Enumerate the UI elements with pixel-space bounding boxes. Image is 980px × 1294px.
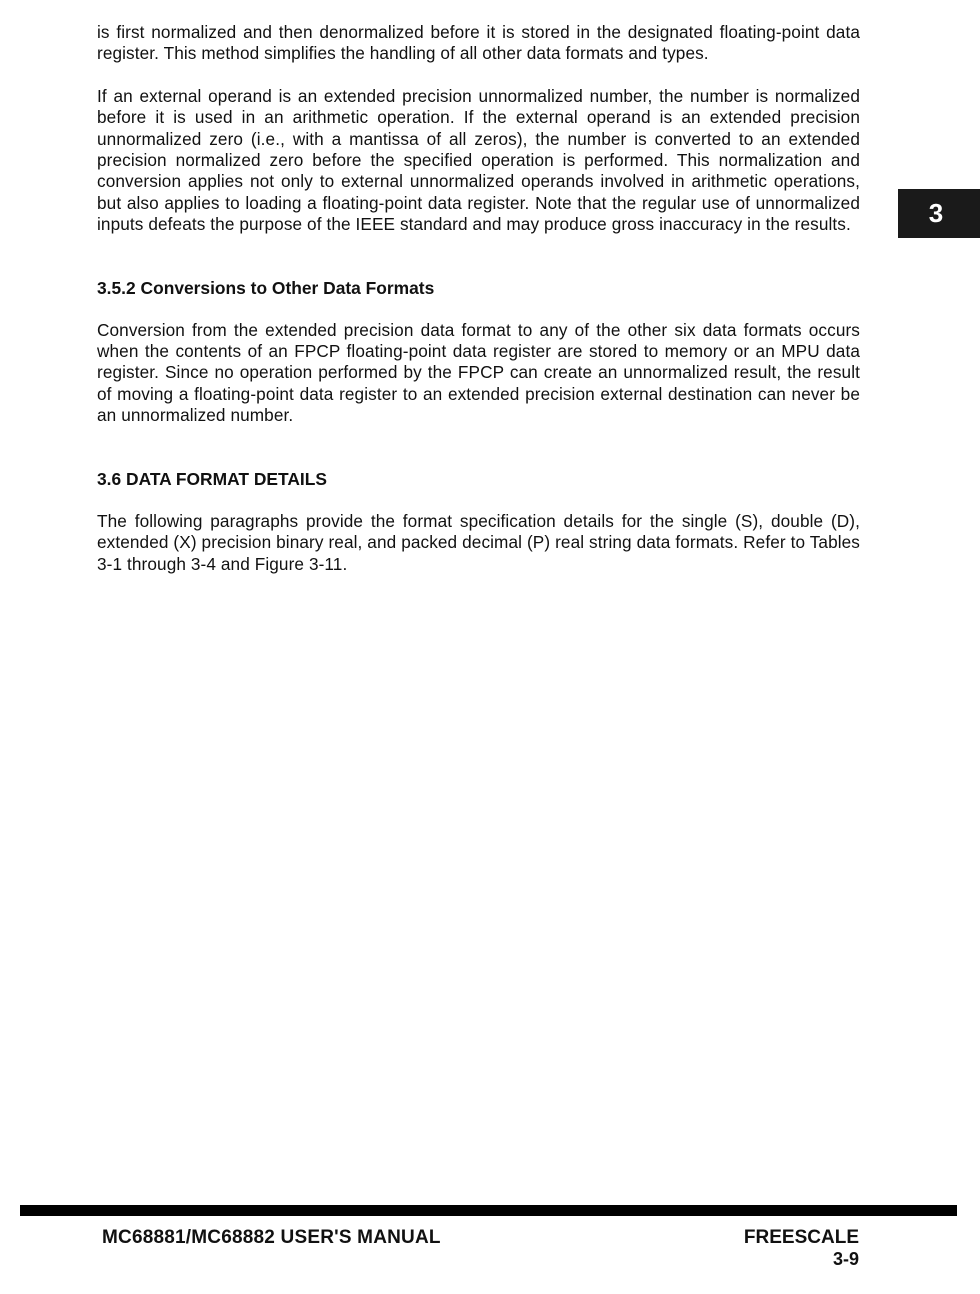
footer-right-block	[744, 1227, 859, 1270]
section-3-6-heading: 3.6 DATA FORMAT DETAILS	[97, 468, 327, 489]
footer-manual-title: MC68881/MC68882 USER'S MANUAL	[102, 1227, 441, 1248]
chapter-tab-marker: 3	[898, 189, 980, 238]
page-content	[97, 22, 860, 575]
section-3-5-2-paragraph: Conversion from the extended precision data format to any of the other six data formats occurs when the contents of an FPCP floating-point data register are stored to memory or an MPU data register. Since no operation performed by the FPCP can create an unnormalized result, the result of moving a floating-point data register to an extended precision external destination can never be an unnormalized number.	[97, 319, 860, 426]
intro-paragraph: is first normalized and then denormalized before it is stored in the designated floating-point data register. This method simplifies the handling of all other data formats and types.	[97, 22, 860, 64]
footer-rule	[20, 1205, 957, 1216]
section-3-6-paragraph: The following paragraphs provide the format specification details for the single (S), double (D), extended (X) precision binary real, and packed decimal (P) real string data formats. Refer to Tables 3-1 through 3-4 and Figure 3-11.	[97, 510, 860, 574]
unnormalized-operand-paragraph: If an external operand is an extended precision unnormalized number, the number is normalized before it is used in an arithmetic operation. If the external operand is an extended precision unnormalized zero (i.e., with a mantissa of all zeros), the number is converted to an extended precision normalized zero before the specified operation is performed. This normalization and conversion applies not only to external unnormalized operands involved in arithmetic operations, but also applies to loading a floating-point data register. Note that the regular use of unnormalized inputs defeats the purpose of the IEEE standard and may produce gross inaccuracy in the results.	[97, 85, 860, 235]
section-3-5-2-heading: 3.5.2 Conversions to Other Data Formats	[97, 277, 435, 298]
footer-company: FREESCALE	[743, 1227, 859, 1248]
footer-page-number: 3-9	[832, 1249, 859, 1269]
